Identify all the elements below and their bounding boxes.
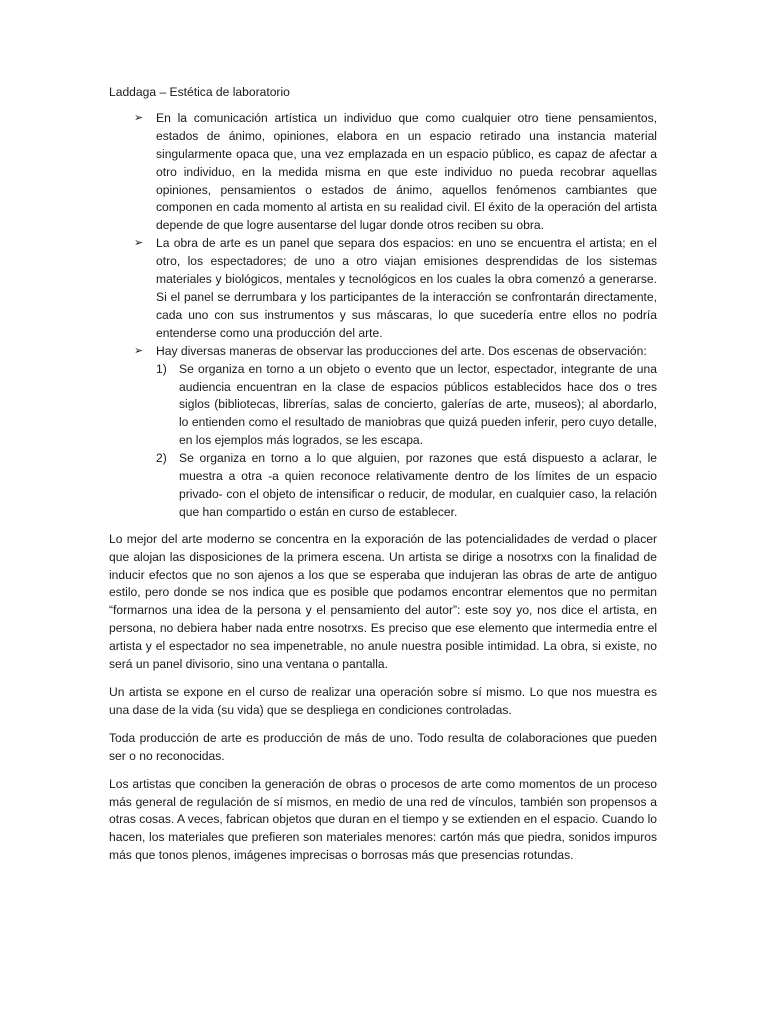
bullet-item: [109, 235, 657, 342]
document-page: [109, 84, 657, 865]
bullet-item: [109, 343, 657, 522]
scene-number: 1): [156, 361, 167, 376]
arrowhead-bullet-icon: ➢: [134, 237, 144, 250]
arrowhead-bullet-icon: ➢: [134, 111, 144, 124]
scene-text: Se organiza en torno a lo que alguien, por razones que está dispuesto a aclarar, le muestra a otra -a quien reconoce relativamente dentro de los límites de un espacio privado- con el objeto de intensificar o reducir, de modular, en cualquier caso, la relación que han compartido o están en curso de establecer.: [179, 451, 657, 519]
bullet-text: En la comunicación artística un individuo que como cualquier otro tiene pensamientos, estados de ánimo, opiniones, elabora en un espacio retirado una instancia material singularmente opaca que, una vez emplazada en un espacio público, es capaz de afectar a otro individuo, en la medida misma en que este individuo no pueda recobrar aquellas opiniones, pensamientos o estados de ánimo, aquellos fenómenos cambiantes que componen en cada momento al artista en su realidad civil. El éxito de la operación del artista depende de que logre ausentarse del lugar donde otros reciben su obra.: [156, 110, 657, 233]
bullet-item: [109, 110, 657, 235]
body-paragraph: Toda producción de arte es producción de más de uno. Todo resulta de colaboraciones que pueden ser o no reconocidas.: [109, 730, 657, 763]
body-paragraph: Un artista se expone en el curso de realizar una operación sobre sí mismo. Lo que nos muestra es una dase de la vida (su vida) que se despliega en condiciones controladas.: [109, 685, 657, 717]
document-title: Laddaga – Estética de laboratorio: [109, 85, 290, 99]
scene-item: [156, 361, 657, 451]
scene-list: [156, 361, 657, 522]
bullet-list: [109, 110, 657, 522]
scene-number: 2): [156, 451, 167, 466]
scene-text: Se organiza en torno a un objeto o evento que un lector, espectador, integrante de una audiencia encuentran en la clase de espacios públicos establecidos hace dos o tres siglos (bibliotecas, librerías, salas de concierto, galerías de arte, museos); al abordarlo, lo entienden como el resultado de maniobras que quizá pueden inferir, pero cuyo detalle, en los ejemplos más logrados, se les escapa.: [179, 361, 657, 448]
body-paragraph: Los artistas que conciben la generación de obras o procesos de arte como momentos de un proceso más general de regulación de sí mismos, en medio de una red de vínculos, también son propensos a otras cosas. A veces, fabrican objetos que duran en el tiempo y se extienden en el espacio. Cuando lo hacen, los materiales que prefieren son materiales menores: cartón más que piedra, sonidos impuros más que tonos plenos, imágenes imprecisas o borrosas más que presencias rotundas.: [109, 776, 657, 863]
arrowhead-bullet-icon: ➢: [134, 344, 144, 357]
bullet-text: La obra de arte es un panel que separa dos espacios: en uno se encuentra el artista; en el otro, los espectadores; de uno a otro viajan emisiones desprendidas de los sistemas materiales y biológicos, mentales y tecnológicos en los cuales la obra comenzó a generarse. Si el panel se derrumbara y los participantes de la interacción se confrontarán directamente, cada uno con sus instrumentos y sus máscaras, lo que sucedería entre ellos no podría entenderse como una producción del arte.: [156, 236, 657, 340]
scene-item: [156, 450, 657, 522]
body-paragraph: Lo mejor del arte moderno se concentra en la exporación de las potencialidades de verdad o placer que alojan las disposiciones de la primera escena. Un artista se dirige a nosotrxs con la finalidad de inducir efectos que no son ajenos a los que se esperaba que indujeran las obras de arte de antiguo estilo, pero donde se nos indica que es posible que podamos encontrar elementos que no permitan “formarnos una idea de la persona y el pensamiento del autor”: este soy yo, nos dice el artista, en persona, no debiera haber nada entre nosotrxs. Es preciso que ese elemento que intermedia entre el artista y el espectador no sea impenetrable, no anule nuestra posible intimidad. La obra, si existe, no será un panel divisorio, sino una ventana o pantalla.: [109, 531, 657, 672]
bullet-text: Hay diversas maneras de observar las producciones del arte. Dos escenas de observación:: [156, 343, 647, 358]
